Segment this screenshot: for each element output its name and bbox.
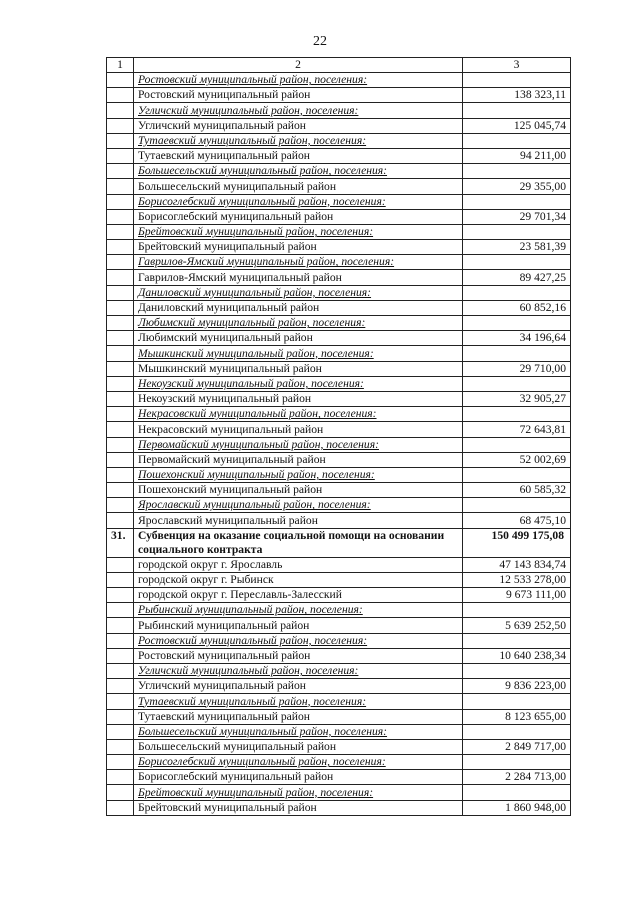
table-body	[107, 58, 571, 816]
group-header-row	[107, 316, 571, 331]
index-cell	[107, 437, 134, 452]
index-cell	[107, 755, 134, 770]
amount-cell: 2 849 717,00	[463, 739, 571, 754]
amount-cell: 29 710,00	[463, 361, 571, 376]
amount-cell: 60 585,32	[463, 483, 571, 498]
amount-cell	[463, 376, 571, 391]
index-cell	[107, 376, 134, 391]
group-header-row	[107, 663, 571, 678]
column-header-1: 1	[107, 58, 134, 73]
table-row	[107, 118, 571, 133]
row-label: Мышкинский муниципальный район	[138, 361, 322, 375]
table-row	[107, 739, 571, 754]
amount-cell	[463, 724, 571, 739]
row-label: Угличский муниципальный район	[138, 118, 306, 132]
row-label: городской округ г. Рыбинск	[138, 573, 274, 586]
group-label: Ростовский муниципальный район, поселения:	[138, 633, 368, 647]
amount-cell: 10 640 238,34	[463, 648, 571, 663]
table-row	[107, 331, 571, 346]
index-cell	[107, 498, 134, 513]
row-name	[134, 618, 463, 633]
group-header-row	[107, 224, 571, 239]
row-label: Тутаевский муниципальный район	[138, 149, 311, 163]
index-cell	[107, 724, 134, 739]
row-name	[134, 513, 463, 528]
amount-cell: 29 355,00	[463, 179, 571, 194]
group-name	[134, 437, 463, 452]
index-cell	[107, 709, 134, 724]
index-cell	[107, 663, 134, 678]
table-row	[107, 679, 571, 694]
row-name	[134, 800, 463, 815]
row-label: Брейтовский муниципальный район	[138, 240, 317, 254]
table-row	[107, 422, 571, 437]
index-cell	[107, 209, 134, 224]
group-name	[134, 603, 463, 618]
index-cell	[107, 255, 134, 270]
amount-cell	[463, 467, 571, 482]
amount-cell	[463, 316, 571, 331]
group-label: Гаврилов-Ямский муниципальный район, поселения:	[138, 255, 395, 269]
amount-cell: 32 905,27	[463, 391, 571, 406]
amount-cell	[463, 633, 571, 648]
row-name	[134, 572, 463, 587]
group-name	[134, 194, 463, 209]
group-header-row	[107, 103, 571, 118]
group-header-row	[107, 285, 571, 300]
row-label: Любимский муниципальный район	[138, 331, 313, 345]
table-row	[107, 300, 571, 315]
section-total: 150 499 175,08	[463, 528, 571, 557]
row-name	[134, 88, 463, 103]
group-label: Борисоглебский муниципальный район, поселения:	[138, 194, 386, 208]
table-row	[107, 391, 571, 406]
row-label: Тутаевский муниципальный район	[138, 709, 311, 723]
amount-cell: 29 701,34	[463, 209, 571, 224]
group-label: Пошехонский муниципальный район, поселения:	[138, 468, 375, 482]
amount-cell: 5 639 252,50	[463, 618, 571, 633]
group-header-row	[107, 255, 571, 270]
amount-cell: 9 673 111,00	[463, 588, 571, 603]
index-cell	[107, 270, 134, 285]
row-name	[134, 452, 463, 467]
group-header-row	[107, 376, 571, 391]
row-label: Борисоглебский муниципальный район	[138, 209, 334, 223]
group-label: Мышкинский муниципальный район, поселения:	[138, 346, 374, 360]
row-label: Большесельский муниципальный район	[138, 179, 337, 193]
amount-cell	[463, 437, 571, 452]
row-name	[134, 270, 463, 285]
index-cell	[107, 407, 134, 422]
row-label: Некоузский муниципальный район	[138, 392, 312, 406]
table-row	[107, 557, 571, 572]
row-label: Ростовский муниципальный район	[138, 648, 311, 662]
index-cell	[107, 739, 134, 754]
row-name	[134, 483, 463, 498]
amount-cell: 23 581,39	[463, 240, 571, 255]
index-cell	[107, 483, 134, 498]
table-row	[107, 179, 571, 194]
table-row	[107, 572, 571, 587]
group-label: Угличский муниципальный район, поселения:	[138, 664, 359, 678]
index-cell	[107, 285, 134, 300]
index-cell	[107, 513, 134, 528]
group-label: Даниловский муниципальный район, поселения:	[138, 285, 372, 299]
group-name	[134, 755, 463, 770]
group-name	[134, 255, 463, 270]
index-cell	[107, 331, 134, 346]
group-header-row	[107, 498, 571, 513]
amount-cell	[463, 603, 571, 618]
row-name	[134, 118, 463, 133]
table-row	[107, 648, 571, 663]
index-cell	[107, 179, 134, 194]
group-header-row	[107, 724, 571, 739]
group-header-row	[107, 755, 571, 770]
row-name	[134, 179, 463, 194]
amount-cell: 72 643,81	[463, 422, 571, 437]
index-cell	[107, 452, 134, 467]
amount-cell: 1 860 948,00	[463, 800, 571, 815]
group-name	[134, 376, 463, 391]
index-cell	[107, 164, 134, 179]
index-cell	[107, 694, 134, 709]
amount-cell: 9 836 223,00	[463, 679, 571, 694]
section-index: 31.	[107, 528, 134, 557]
row-label: Брейтовский муниципальный район	[138, 800, 317, 814]
row-label: городской округ г. Переславль-Залесский	[138, 588, 342, 602]
index-cell	[107, 679, 134, 694]
group-header-row	[107, 346, 571, 361]
amount-cell: 47 143 834,74	[463, 557, 571, 572]
row-name	[134, 679, 463, 694]
group-name	[134, 224, 463, 239]
table-row	[107, 270, 571, 285]
index-cell	[107, 467, 134, 482]
amount-cell: 60 852,16	[463, 300, 571, 315]
column-header-3: 3	[463, 58, 571, 73]
row-label: Гаврилов-Ямский муниципальный район	[138, 270, 342, 284]
index-cell	[107, 148, 134, 163]
amount-cell	[463, 285, 571, 300]
index-cell	[107, 194, 134, 209]
group-header-row	[107, 73, 571, 88]
index-cell	[107, 103, 134, 118]
row-name	[134, 648, 463, 663]
index-cell	[107, 346, 134, 361]
index-cell	[107, 88, 134, 103]
row-label: Ярославский муниципальный район	[138, 513, 318, 527]
row-name	[134, 557, 463, 572]
group-label: Некоузский муниципальный район, поселения:	[138, 376, 364, 390]
index-cell	[107, 557, 134, 572]
group-label: Большесельский муниципальный район, поселения:	[138, 164, 388, 178]
amount-cell: 138 323,11	[463, 88, 571, 103]
index-cell	[107, 240, 134, 255]
group-label: Тутаевский муниципальный район, поселения:	[138, 133, 367, 147]
column-header-2: 2	[134, 58, 463, 73]
row-label: городской округ г. Ярославль	[138, 557, 283, 571]
amount-cell	[463, 694, 571, 709]
amount-cell	[463, 255, 571, 270]
group-label: Ростовский муниципальный район, поселения:	[138, 73, 368, 87]
table-row	[107, 452, 571, 467]
amount-cell	[463, 498, 571, 513]
group-header-row	[107, 407, 571, 422]
table-row	[107, 240, 571, 255]
row-label: Угличский муниципальный район	[138, 679, 306, 693]
group-label: Тутаевский муниципальный район, поселения:	[138, 694, 367, 708]
group-name	[134, 164, 463, 179]
row-name	[134, 709, 463, 724]
table-row	[107, 513, 571, 528]
row-name	[134, 770, 463, 785]
group-header-row	[107, 785, 571, 800]
amount-cell: 8 123 655,00	[463, 709, 571, 724]
group-header-row	[107, 133, 571, 148]
amount-cell: 89 427,25	[463, 270, 571, 285]
row-name	[134, 391, 463, 406]
index-cell	[107, 224, 134, 239]
group-label: Рыбинский муниципальный район, поселения:	[138, 603, 363, 617]
group-header-row	[107, 164, 571, 179]
row-name	[134, 148, 463, 163]
row-label: Рыбинский муниципальный район	[138, 618, 310, 632]
index-cell	[107, 770, 134, 785]
group-header-row	[107, 603, 571, 618]
amount-cell	[463, 103, 571, 118]
index-cell	[107, 603, 134, 618]
table-row	[107, 618, 571, 633]
group-name	[134, 285, 463, 300]
index-cell	[107, 800, 134, 815]
index-cell	[107, 133, 134, 148]
group-label: Угличский муниципальный район, поселения:	[138, 103, 359, 117]
index-cell	[107, 588, 134, 603]
group-name	[134, 785, 463, 800]
index-cell	[107, 118, 134, 133]
group-label: Любимский муниципальный район, поселения:	[138, 316, 366, 330]
amount-cell	[463, 755, 571, 770]
row-label: Некрасовский муниципальный район	[138, 422, 324, 436]
amount-cell	[463, 73, 571, 88]
row-name	[134, 300, 463, 315]
index-cell	[107, 391, 134, 406]
row-name	[134, 209, 463, 224]
amount-cell: 52 002,69	[463, 452, 571, 467]
group-header-row	[107, 194, 571, 209]
group-label: Брейтовский муниципальный район, поселения:	[138, 225, 374, 239]
table-row	[107, 209, 571, 224]
group-name	[134, 407, 463, 422]
table-row	[107, 800, 571, 815]
index-cell	[107, 572, 134, 587]
amount-cell	[463, 194, 571, 209]
group-name	[134, 663, 463, 678]
table-row	[107, 709, 571, 724]
row-label: Даниловский муниципальный район	[138, 301, 320, 314]
budget-table	[106, 57, 571, 816]
row-name	[134, 361, 463, 376]
index-cell	[107, 300, 134, 315]
group-label: Некрасовский муниципальный район, поселения:	[138, 407, 377, 421]
group-name	[134, 633, 463, 648]
group-label: Большесельский муниципальный район, поселения:	[138, 724, 388, 738]
amount-cell	[463, 133, 571, 148]
group-header-row	[107, 437, 571, 452]
index-cell	[107, 361, 134, 376]
table-header-row	[107, 58, 571, 73]
group-header-row	[107, 633, 571, 648]
index-cell	[107, 73, 134, 88]
amount-cell	[463, 164, 571, 179]
table-row	[107, 361, 571, 376]
index-cell	[107, 785, 134, 800]
section-row	[107, 528, 571, 557]
group-name	[134, 694, 463, 709]
amount-cell: 94 211,00	[463, 148, 571, 163]
group-label: Ярославский муниципальный район, поселения:	[138, 498, 371, 512]
group-label: Первомайский муниципальный район, поселения:	[138, 437, 379, 451]
amount-cell	[463, 346, 571, 361]
group-name	[134, 724, 463, 739]
group-name	[134, 133, 463, 148]
page-number: 22	[313, 34, 327, 49]
group-label: Брейтовский муниципальный район, поселения:	[138, 785, 374, 799]
group-label: Борисоглебский муниципальный район, поселения:	[138, 755, 386, 769]
row-label: Ростовский муниципальный район	[138, 88, 311, 102]
index-cell	[107, 422, 134, 437]
index-cell	[107, 648, 134, 663]
index-cell	[107, 618, 134, 633]
section-title: Субвенция на оказание социальной помощи на основании социального контракта	[134, 528, 463, 557]
amount-cell: 34 196,64	[463, 331, 571, 346]
group-name	[134, 103, 463, 118]
group-header-row	[107, 694, 571, 709]
amount-cell	[463, 224, 571, 239]
row-name	[134, 331, 463, 346]
table-row	[107, 148, 571, 163]
group-name	[134, 467, 463, 482]
table-row	[107, 588, 571, 603]
row-name	[134, 422, 463, 437]
row-label: Большесельский муниципальный район	[138, 740, 337, 754]
row-label: Пошехонский муниципальный район	[138, 483, 323, 497]
row-label: Первомайский муниципальный район	[138, 452, 326, 466]
group-name	[134, 346, 463, 361]
group-name	[134, 73, 463, 88]
group-header-row	[107, 467, 571, 482]
amount-cell: 68 475,10	[463, 513, 571, 528]
amount-cell: 125 045,74	[463, 118, 571, 133]
index-cell	[107, 316, 134, 331]
table-row	[107, 88, 571, 103]
row-name	[134, 739, 463, 754]
group-name	[134, 498, 463, 513]
row-label: Борисоглебский муниципальный район	[138, 770, 334, 784]
group-name	[134, 316, 463, 331]
table-row	[107, 483, 571, 498]
row-name	[134, 240, 463, 255]
table-row	[107, 770, 571, 785]
index-cell	[107, 633, 134, 648]
amount-cell	[463, 407, 571, 422]
row-name	[134, 588, 463, 603]
amount-cell: 12 533 278,00	[463, 572, 571, 587]
amount-cell: 2 284 713,00	[463, 770, 571, 785]
amount-cell	[463, 785, 571, 800]
amount-cell	[463, 663, 571, 678]
